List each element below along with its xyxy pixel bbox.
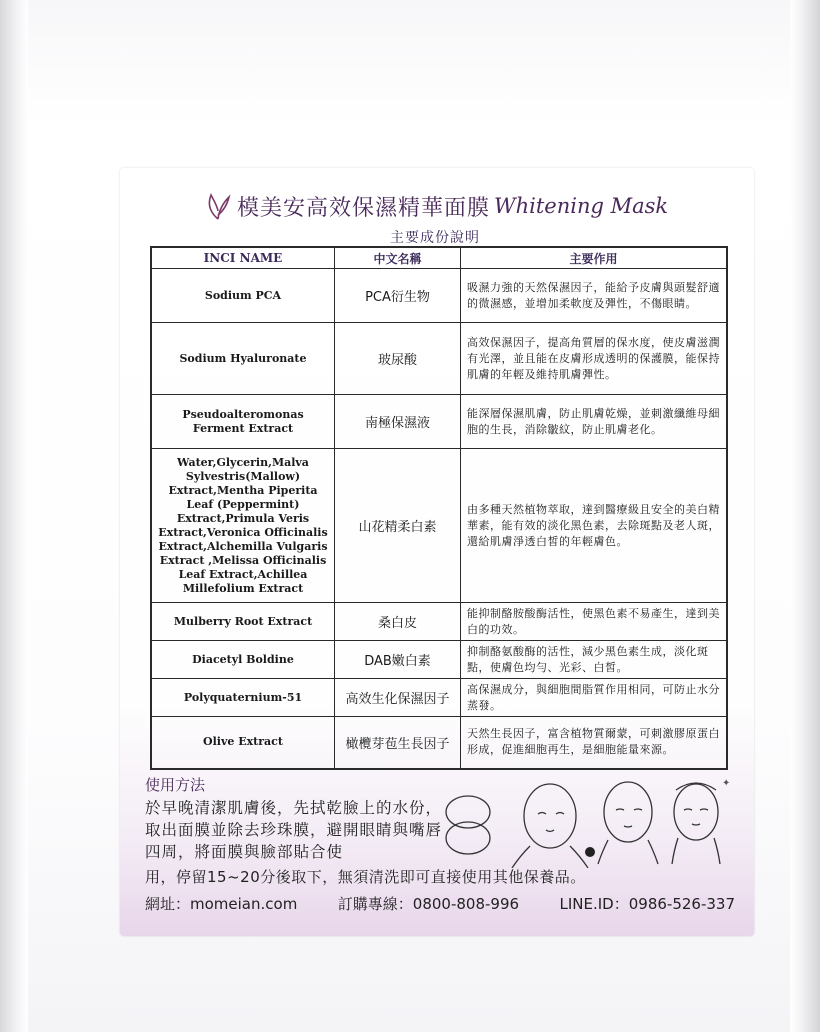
table-row [151, 395, 727, 449]
table-row [151, 679, 727, 717]
function-cell: 抑制酪氨酸酶的活性，減少黑色素生成，淡化斑點，使膚色均勻、光彩、白皙。 [461, 641, 728, 679]
brand-header [205, 186, 685, 226]
header-inci: INCI NAME [151, 247, 335, 269]
chinese-name-cell: 玻尿酸 [335, 323, 461, 395]
table-row [151, 717, 727, 769]
table-row [151, 269, 727, 323]
footer-contact [145, 893, 735, 914]
header-function: 主要作用 [461, 247, 728, 269]
usage-text: 於早晚清潔肌膚後，先拭乾臉上的水份，取出面膜並除去珍珠膜，避開眼睛與嘴唇四周，將面膜與臉部貼合使 [145, 799, 443, 861]
chinese-name-cell: 山花精柔白素 [335, 449, 461, 603]
hotline-text: 訂購專線：0800-808-996 [337, 895, 520, 913]
table-row [151, 449, 727, 603]
chinese-name-cell: 桑白皮 [335, 603, 461, 641]
function-cell: 高保濕成分，與細胞間脂質作用相同，可防止水分蒸發。 [461, 679, 728, 717]
inci-cell: Pseudoalteromonas Ferment Extract [151, 395, 335, 449]
inci-cell: Polyquaternium-51 [151, 679, 335, 717]
chinese-name-cell: PCA衍生物 [335, 269, 461, 323]
inci-cell: Sodium Hyaluronate [151, 323, 335, 395]
website-text: 網址：momeian.com [145, 895, 298, 913]
function-cell: 能深層保濕肌膚，防止肌膚乾燥，並刺激纖維母細胞的生長，消除皺紋，防止肌膚老化。 [461, 395, 728, 449]
table-row [151, 323, 727, 395]
table-row [151, 603, 727, 641]
inci-cell: Sodium PCA [151, 269, 335, 323]
ingredients-table [150, 246, 728, 770]
table-row [151, 641, 727, 679]
function-cell: 高效保濕因子，提高角質層的保水度，使皮膚滋潤有光澤，並且能在皮膚形成透明的保護膜，能保持肌膚的年輕及維持肌膚彈性。 [461, 323, 728, 395]
brand-name-zh: 模美安高效保濕精華面膜 [237, 195, 491, 221]
inci-cell: Mulberry Root Extract [151, 603, 335, 641]
usage-title: 使用方法 [145, 776, 206, 794]
inci-cell: Diacetyl Boldine [151, 641, 335, 679]
inci-cell: Water,Glycerin,Malva Sylvestris(Mallow) Extract,Mentha Piperita Leaf (Peppermint) Extract,Primula Veris Extract,Veronica Officinalis Extract,Alchemilla Vulgaris Extract ,Melissa Officinalis Leaf Extract,Achillea Millefolium Extract [151, 449, 335, 603]
sachet-right-edge [790, 0, 820, 1032]
sachet-left-edge [0, 0, 28, 1032]
chinese-name-cell: DAB嫩白素 [335, 641, 461, 679]
inci-cell: Olive Extract [151, 717, 335, 769]
function-cell: 吸濕力強的天然保濕因子，能給予皮膚與頭髮舒適的微濕感，並增加柔軟度及彈性，不傷眼睛。 [461, 269, 728, 323]
usage-last-line: 用，停留15~20分後取下，無須清洗即可直接使用其他保養品。 [145, 868, 586, 886]
chinese-name-cell: 高效生化保濕因子 [335, 679, 461, 717]
leaf-icon [205, 191, 231, 221]
function-cell: 由多種天然植物萃取，達到醫療級且安全的美白精華素，能有效的淡化黑色素，去除斑點及老人斑，還給肌膚淨透白皙的年輕膚色。 [461, 449, 728, 603]
chinese-name-cell: 橄欖芽苞生長因子 [335, 717, 461, 769]
svg-text:✦: ✦ [722, 778, 730, 789]
brand-name-en: Whitening Mask [494, 194, 669, 218]
chinese-name-cell: 南極保濕液 [335, 395, 461, 449]
usage-section [145, 774, 445, 863]
function-cell: 能抑制酪胺酸酶活性，使黑色素不易產生，達到美白的功效。 [461, 603, 728, 641]
header-chinese-name: 中文名稱 [335, 247, 461, 269]
function-cell: 天然生長因子，富含植物質爾蒙，可刺激膠原蛋白形成，促進細胞再生，是細胞能量來源。 [461, 717, 728, 769]
ingredients-subtitle: 主要成份說明 [390, 230, 480, 246]
line-id-text: LINE.ID：0986-526-337 [559, 895, 735, 913]
table-header-row [151, 247, 727, 269]
mask-application-illustration [430, 776, 730, 868]
